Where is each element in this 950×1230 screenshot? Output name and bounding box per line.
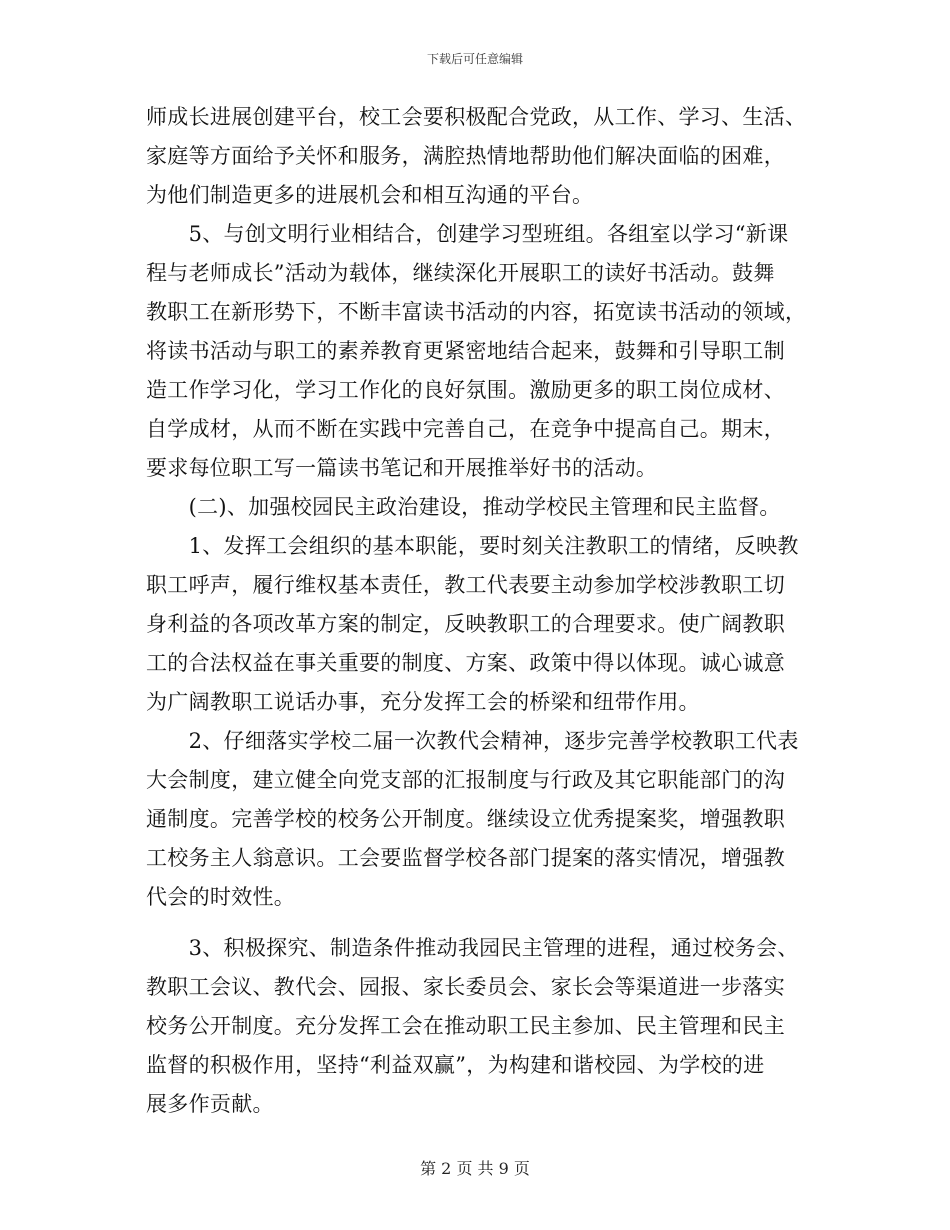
section-heading [146,488,806,527]
paragraph [146,527,806,722]
paragraph [146,98,806,215]
paragraph [146,722,806,917]
text-line: 展多作贡献。 [146,1092,274,1116]
text-line: 1、发挥工会组织的基本职能，要时刻关注教职工的情绪，反映教 [146,534,799,558]
page-header-note: 下载后可任意编辑 [426,52,523,66]
text-line: 工的合法权益在事关重要的制度、方案、政策中得以体现。诚心诚意 [146,651,785,675]
text-line: 将读书活动与职工的素养教育更紧密地结合起来，鼓舞和引导职工制 [146,339,785,363]
text-line: 5、与创文明行业相结合，创建学习型班组。各组室以学习“新课 [146,222,789,246]
text-line: 监督的积极作用，坚持“利益双赢”，为构建和谐校园、为学校的进 [146,1053,765,1077]
text-line: 通制度。完善学校的校务公开制度。继续设立优秀提案奖，增强教职 [146,807,785,831]
text-line: 职工呼声，履行维权基本责任，教工代表要主动参加学校涉教职工切 [146,573,785,597]
text-line: 校务公开制度。充分发挥工会在推动职工民主参加、民主管理和民主 [146,1014,785,1038]
text-line: 教职工会议、教代会、园报、家长委员会、家长会等渠道进一步落实 [146,975,785,999]
text-line: 为广阔教职工说话办事，充分发挥工会的桥梁和纽带作用。 [146,690,700,714]
text-line: 2、仔细落实学校二届一次教代会精神，逐步完善学校教职工代表 [146,729,799,753]
text-line: 大会制度，建立健全向党支部的汇报制度与行政及其它职能部门的沟 [146,768,785,792]
text-line: 造工作学习化，学习工作化的良好氛围。激励更多的职工岗位成材、 [146,378,785,402]
text-line: (二)、加强校园民主政治建设，推动学校民主管理和民主监督。 [146,495,781,519]
text-line: 要求每位职工写一篇读书笔记和开展推举好书的活动。 [146,456,658,480]
text-line: 师成长进展创建平台，校工会要积极配合党政，从工作、学习、生活、 [146,105,807,129]
text-line: 代会的时效性。 [146,885,296,909]
paragraph [146,929,806,1124]
text-line: 3、积极探究、制造条件推动我园民主管理的进程，通过校务会、 [146,936,799,960]
text-line: 为他们制造更多的进展机会和相互沟通的平台。 [146,183,594,207]
text-line: 自学成材，从而不断在实践中完善自己，在竞争中提高自己。期末， [146,417,785,441]
document-body [146,98,806,1124]
text-line: 身利益的各项改革方案的制定，反映教职工的合理要求。使广阔教职 [146,612,785,636]
page-number-footer: 第 2 页 共 9 页 [420,1159,530,1178]
text-line: 家庭等方面给予关怀和服务，满腔热情地帮助他们解决面临的困难， [146,144,785,168]
text-line: 程与老师成长”活动为载体，继续深化开展职工的读好书活动。鼓舞 [146,261,775,285]
text-line: 工校务主人翁意识。工会要监督学校各部门提案的落实情况，增强教 [146,846,785,870]
text-line: 教职工在新形势下，不断丰富读书活动的内容，拓宽读书活动的领域， [146,300,807,324]
paragraph [146,215,806,488]
